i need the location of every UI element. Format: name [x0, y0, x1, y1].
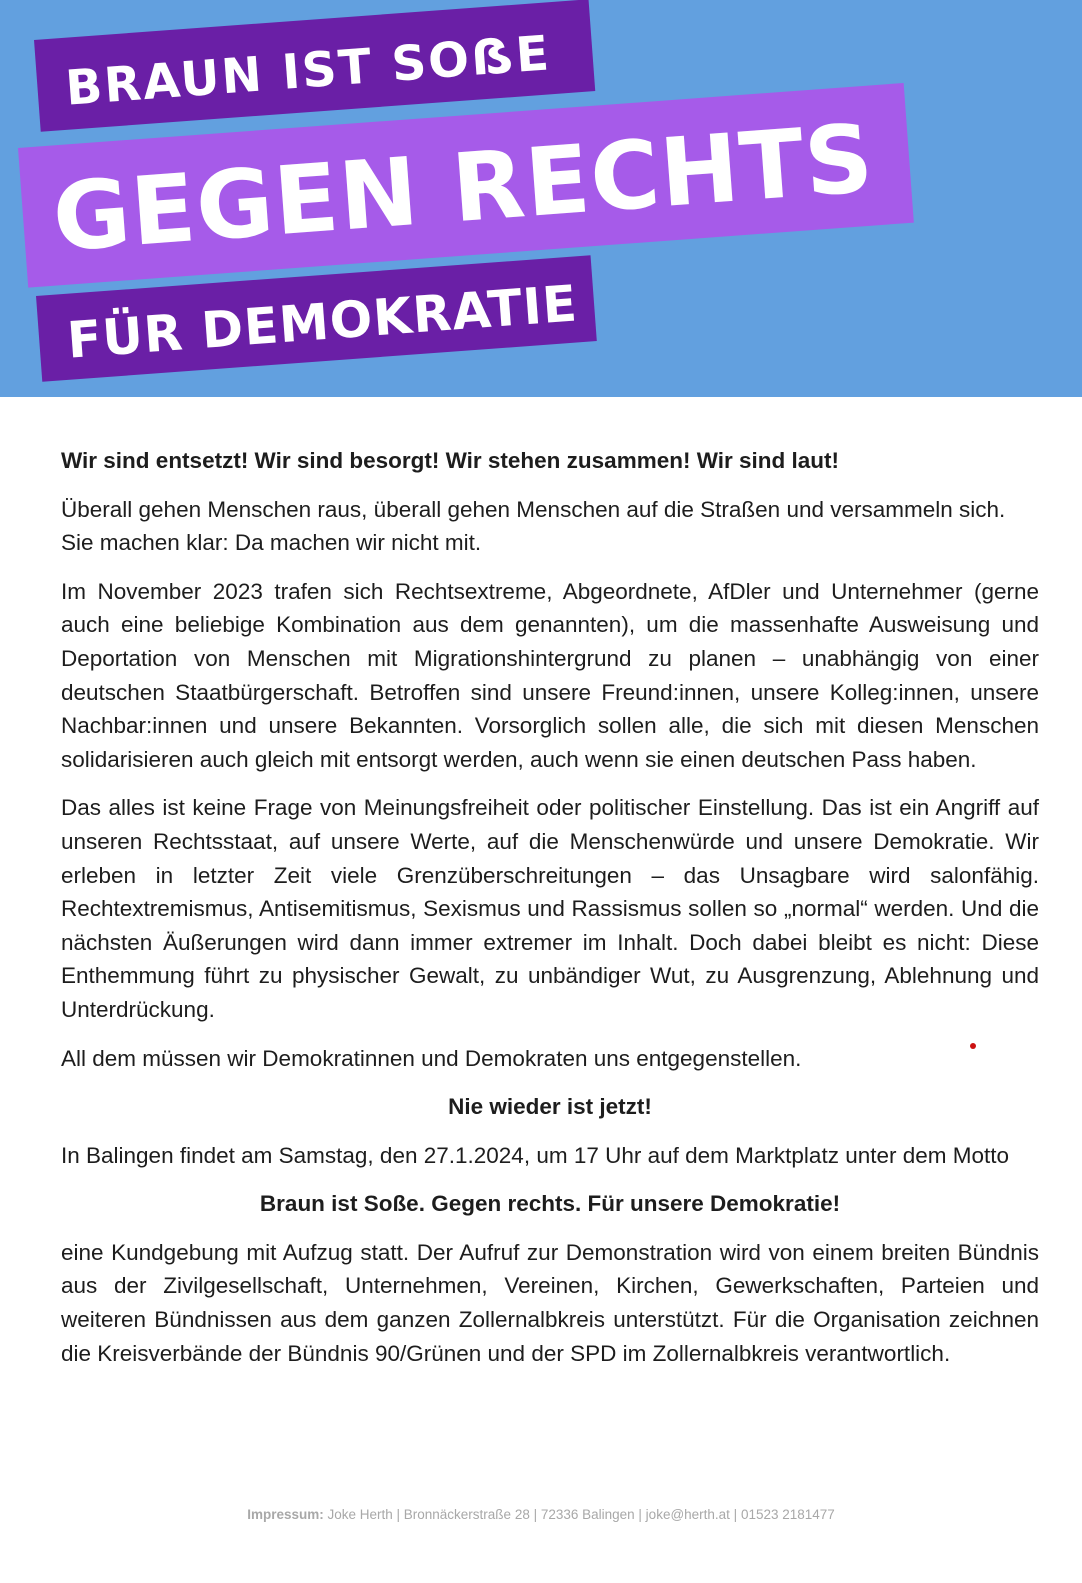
paragraph-alliance: eine Kundgebung mit Aufzug statt. Der Aufruf zur Demonstration wird von einem breiten Bündnis aus der Zivilgesellschaft, Unternehmen, Vereinen, Kirchen, Gewerkschaften, Parteien und weiteren Bündnissen aus dem ganzen Zollernalbkreis unterstützt. Für die Organisation zeichnen die Kreisverbände der Bündnis 90/Grünen und der SPD im Zollernalbkreis verantwortlich.: [61, 1239, 1039, 1366]
paragraph-stand-against: All dem müssen wir Demokratinnen und Demokraten uns entgegenstellen.: [61, 1045, 802, 1071]
slogan-nie-wieder: Nie wieder ist jetzt!: [448, 1094, 652, 1120]
banner-line-braun-ist-sosse: BRAUN IST SOẞE: [34, 0, 595, 132]
flyer-body: [61, 444, 1039, 1385]
banner-line-gegen-rechts: GEGEN RECHTS: [18, 83, 914, 288]
header-banner: [0, 0, 1082, 397]
paragraph-november-meeting: Im November 2023 trafen sich Rechtsextreme, Abgeordnete, AfDler und Unternehmer (gerne auch eine beliebige Kombination aus dem genannten), um die massenhafte Ausweisung und Deportation von Menschen mit Migrationshintergrund zu planen – unabhängig von einer deutschen Staatbürgerschaft. Betroffen sind unsere Freund:innen, unsere Kolleg:innen, unsere Nachbar:innen und unsere Bekannten. Vorsorglich sollen alle, die sich mit diesen Menschen solidarisieren auch gleich mit entsorgt werden, auch wenn sie einen deutschen Pass haben.: [61, 578, 1039, 772]
paragraph-attack-on-democracy: Das alles ist keine Frage von Meinungsfreiheit oder politischer Einstellung. Das ist ein Angriff auf unseren Rechtsstaat, auf unsere Werte, auf die Menschenwürde und unsere Demokratie. Wir erleben in letzter Zeit viele Grenzüberschreitungen – das Unsagbare wird salonfähig. Rechtextremismus, Antisemitismus, Sexismus und Rassismus sollen so „normal“ werden. Und die nächsten Äußerungen wird dann immer extremer im Inhalt. Doch dabei bleibt es nicht: Diese Enthemmung führt zu physischer Gewalt, zu unbändiger Wut, zu Ausgrenzung, Ablehnung und Unterdrückung.: [61, 795, 1039, 1022]
imprint-text: Joke Herth | Bronnäckerstraße 28 | 72336 Balingen | joke@herth.at | 01523 2181477: [323, 1507, 835, 1522]
paragraph-event-details: In Balingen findet am Samstag, den 27.1.2024, um 17 Uhr auf dem Marktplatz unter dem Motto: [61, 1142, 1010, 1168]
imprint-label: Impressum:: [247, 1507, 324, 1522]
banner-line-fuer-demokratie: FÜR DEMOKRATIE: [36, 255, 597, 381]
lead-statement: Wir sind entsetzt! Wir sind besorgt! Wir stehen zusammen! Wir sind laut!: [61, 448, 840, 473]
event-motto: Braun ist Soße. Gegen rechts. Für unsere Demokratie!: [259, 1191, 841, 1217]
paragraph-people-on-streets: Überall gehen Menschen raus, überall gehen Menschen auf die Straßen und versammeln sich. Sie machen klar: Da machen wir nicht mit.: [61, 496, 1006, 556]
imprint-footer: [0, 1507, 1082, 1522]
red-dot-mark: [970, 1043, 976, 1049]
